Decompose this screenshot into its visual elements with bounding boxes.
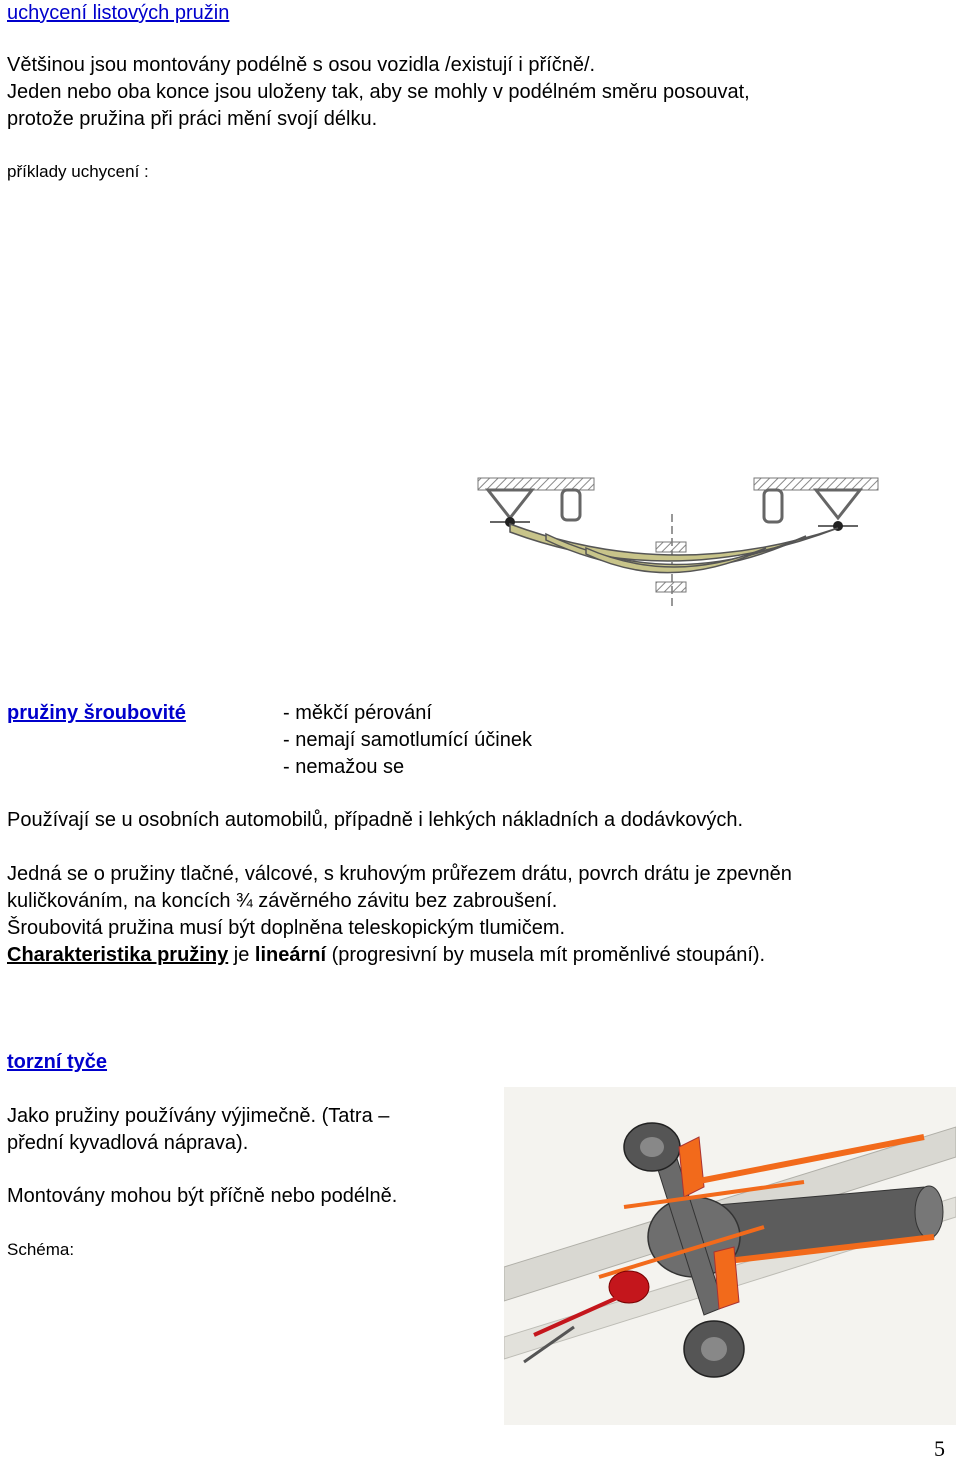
usage-text: Používají se u osobních automobilů, případně i lehkých nákladních a dodávkových. xyxy=(7,809,744,831)
section-heading-coil-springs: pružiny šroubovité xyxy=(7,702,186,724)
examples-label: příklady uchycení : xyxy=(7,162,149,181)
axle-block-top xyxy=(656,542,686,552)
characteristic-type: lineární xyxy=(254,944,327,966)
text-line: Většinou jsou montovány podélně s osou vozidla /existují i příčně/. xyxy=(7,54,596,76)
axle-block-bottom xyxy=(656,582,686,592)
characteristic-mid: je xyxy=(228,944,255,966)
characteristic-label: Charakteristika pružiny xyxy=(7,944,229,966)
tatra-axle-image xyxy=(504,1087,956,1425)
schema-label: Schéma: xyxy=(7,1240,75,1259)
bracket-right xyxy=(764,490,782,522)
leaf-spring-diagram xyxy=(476,474,886,610)
text-line: Jako pružiny používány výjimečně. (Tatra – xyxy=(7,1105,390,1127)
page-number: 5 xyxy=(934,1436,945,1461)
frame-bar-left xyxy=(478,478,594,490)
characteristic-rest: (progresivní by musela mít proměnlivé stoupání). xyxy=(326,944,766,966)
section-heading-leaf-springs: uchycení listových pružin xyxy=(7,2,230,24)
frame-bar-right xyxy=(754,478,878,490)
mount-triangle-right xyxy=(816,490,860,518)
text-line: Šroubovitá pružina musí být doplněna teleskopickým tlumičem. xyxy=(7,917,566,939)
text-line: protože pružina při práci mění svojí délku. xyxy=(7,108,378,130)
bullet-item: - měkčí pérování xyxy=(283,702,432,724)
section-heading-torsion-bars: torzní tyče xyxy=(7,1051,108,1073)
mount-text: Montovány mohou být příčně nebo podélně. xyxy=(7,1185,398,1207)
text-line: Jeden nebo oba konce jsou uloženy tak, aby se mohly v podélném směru posouvat, xyxy=(7,81,750,103)
bracket-left xyxy=(562,490,580,520)
mount-triangle-left xyxy=(488,490,532,518)
orange-bracket xyxy=(679,1137,704,1197)
text-line: Jedná se o pružiny tlačné, válcové, s kruhovým průřezem drátu, povrch drátu je zpevněn xyxy=(7,863,792,885)
text-line: kuličkováním, na koncích ¾ závěrného závitu bez zabroušení. xyxy=(7,890,558,912)
orange-bracket xyxy=(714,1247,739,1309)
bullet-item: - nemažou se xyxy=(283,756,405,778)
bullet-item: - nemají samotlumící účinek xyxy=(283,729,532,751)
text-line: přední kyvadlová náprava). xyxy=(7,1132,249,1154)
characteristic-line xyxy=(7,942,765,969)
